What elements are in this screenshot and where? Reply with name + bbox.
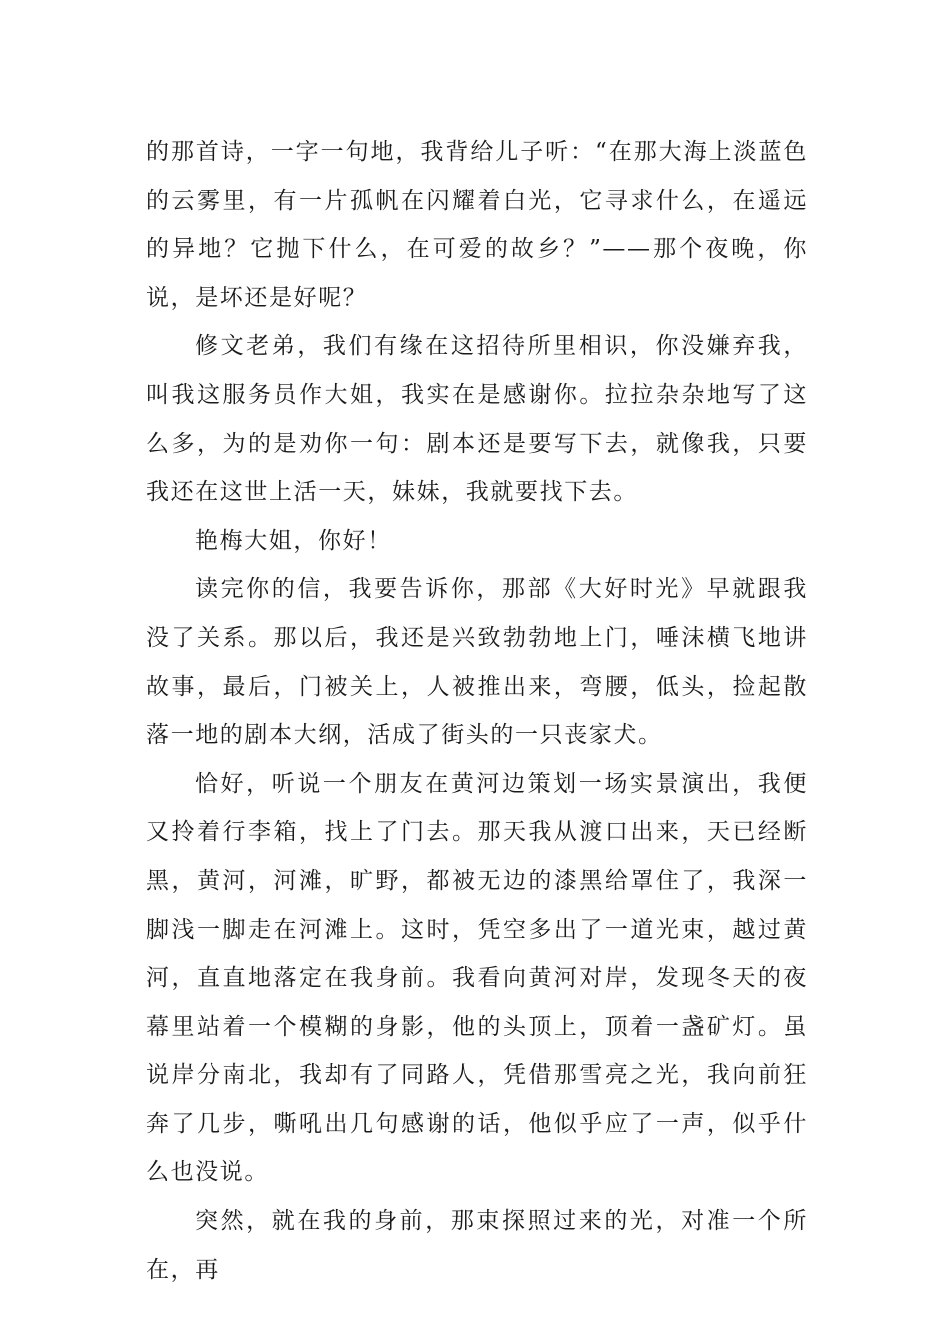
paragraph-reply-script: 读完你的信，我要告诉你，那部《大好时光》早就跟我没了关系。那以后，我还是兴致勃勃地上门，唾沫横飞地讲故事，最后，门被关上，人被推出来，弯腰，低头，捡起散落一地的剧本大纲，活成了街头的一只丧家犬。 — [146, 576, 808, 749]
paragraph-yellow-river: 恰好，听说一个朋友在黄河边策划一场实景演出，我便又拎着行李箱，找上了门去。那天我从渡口出来，天已经断黑，黄河，河滩，旷野，都被无边的漆黑给罩住了，我深一脚浅一脚走在河滩上。这时，凭空多出了一道光束，越过黄河，直直地落定在我身前。我看向黄河对岸，发现冬天的夜幕里站着一个模糊的身影，他的头顶上，顶着一盏矿灯。虽说岸分南北，我却有了同路人，凭借那雪亮之光，我向前狂奔了几步，嘶吼出几句感谢的话，他似乎应了一声，似乎什么也没说。 — [146, 770, 808, 1186]
document-body — [146, 128, 808, 1294]
paragraph-letter-closing: 修文老弟，我们有缘在这招待所里相识，你没嫌弃我，叫我这服务员作大姐，我实在是感谢你。拉拉杂杂地写了这么多，为的是劝你一句：剧本还是要写下去，就像我，只要我还在这世上活一天，妹妹，我就要找下去。 — [146, 333, 808, 506]
paragraph-reply-greeting: 艳梅大姐，你好！ — [195, 527, 392, 554]
paragraph-sudden-light: 突然，就在我的身前，那束探照过来的光，对准一个所在，再 — [146, 1208, 808, 1283]
paragraph-poem-recital: 的那首诗，一字一句地，我背给儿子听：“在那大海上淡蓝色的云雾里，有一片孤帆在闪耀着白光，它寻求什么，在遥远的异地？它抛下什么，在可爱的故乡？”——那个夜晚，你说，是坏还是好呢？ — [146, 139, 808, 311]
